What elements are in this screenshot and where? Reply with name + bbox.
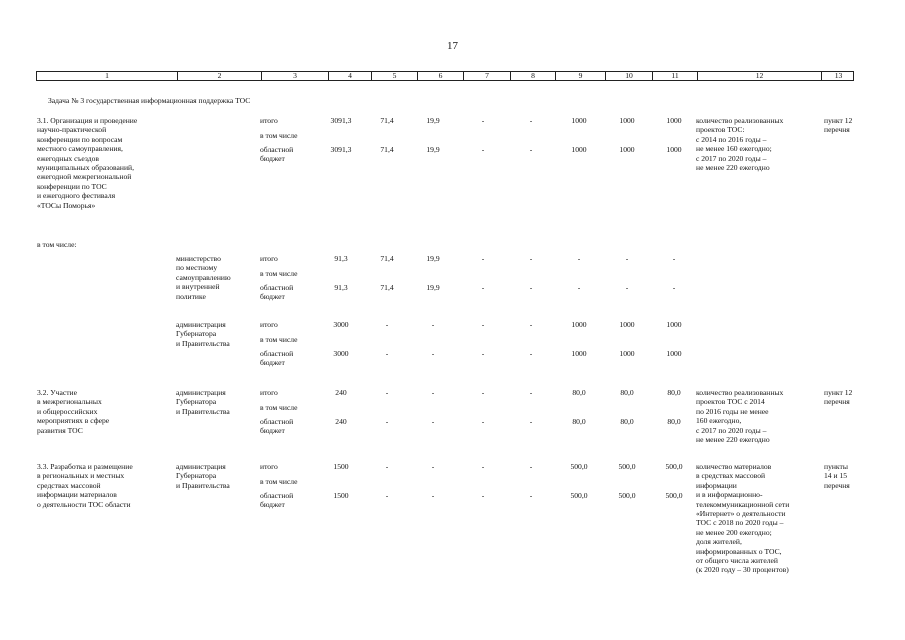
- including-label: в том числе: [260, 477, 298, 486]
- total-value: 240: [335, 388, 347, 397]
- total-value: -: [385, 462, 389, 471]
- header-col-13: 13: [834, 71, 843, 80]
- total-value: 500,0: [665, 462, 683, 471]
- regional-value: -: [481, 283, 485, 292]
- regional-budget-label: областной бюджет: [260, 349, 294, 368]
- total-value: 3000: [333, 320, 349, 329]
- total-value: -: [481, 254, 485, 263]
- total-label: итого: [260, 388, 278, 397]
- regional-value: -: [385, 491, 389, 500]
- total-value: 500,0: [570, 462, 588, 471]
- total-label: итого: [260, 462, 278, 471]
- total-value: -: [431, 320, 435, 329]
- executor-3-1-ministry: министерство по местному самоуправлению и внутренней политике: [176, 254, 231, 301]
- regional-value: -: [529, 145, 533, 154]
- regional-value: 3000: [333, 349, 349, 358]
- header-col-3: 3: [262, 72, 329, 80]
- including-label: в том числе: [260, 131, 298, 140]
- regional-value: -: [431, 417, 435, 426]
- regional-value: -: [481, 349, 485, 358]
- header-col-10: 10: [606, 72, 653, 80]
- total-value: 19,9: [426, 254, 440, 263]
- regional-value: -: [529, 283, 533, 292]
- regional-value: -: [577, 283, 581, 292]
- regional-value: 500,0: [665, 491, 683, 500]
- executor-3-3: администрация Губернатора и Правительства: [176, 462, 230, 490]
- total-value: 1000: [666, 320, 682, 329]
- regional-budget-label: областной бюджет: [260, 283, 294, 302]
- total-value: -: [481, 462, 485, 471]
- page-number: 17: [447, 40, 458, 52]
- regional-value: 1500: [333, 491, 349, 500]
- total-value: -: [481, 320, 485, 329]
- regional-value: -: [529, 417, 533, 426]
- executor-3-2: администрация Губернатора и Правительства: [176, 388, 230, 416]
- total-value: 1000: [619, 320, 635, 329]
- regional-budget-label: областной бюджет: [260, 491, 294, 510]
- including-label: в том числе: [260, 403, 298, 412]
- regional-value: -: [672, 283, 676, 292]
- regional-value: 19,9: [426, 145, 440, 154]
- header-col-11: 11: [653, 72, 698, 80]
- total-value: -: [529, 116, 533, 125]
- regional-value: -: [481, 491, 485, 500]
- total-label: итого: [260, 116, 278, 125]
- regional-value: 1000: [571, 349, 587, 358]
- total-value: -: [529, 462, 533, 471]
- regional-value: 3091,3: [330, 145, 352, 154]
- header-col-7: 7: [464, 72, 511, 80]
- regional-value: 71,4: [380, 283, 394, 292]
- total-value: -: [625, 254, 629, 263]
- regional-value: 500,0: [570, 491, 588, 500]
- total-value: 91,3: [334, 254, 348, 263]
- header-col-2: 2: [178, 72, 262, 80]
- total-value: 80,0: [620, 388, 634, 397]
- regional-value: -: [431, 491, 435, 500]
- total-value: -: [431, 388, 435, 397]
- regional-value: 240: [335, 417, 347, 426]
- total-value: 500,0: [618, 462, 636, 471]
- total-value: -: [529, 254, 533, 263]
- regional-value: 1000: [619, 145, 635, 154]
- header-col-5: 5: [372, 72, 418, 80]
- regional-value: -: [625, 283, 629, 292]
- total-value: -: [481, 388, 485, 397]
- activity-3-3: 3.3. Разработка и размещение в региональных и местных средствах массовой информации материалов о деятельности ТОС области: [37, 462, 133, 509]
- total-value: 71,4: [380, 254, 394, 263]
- indicator-3-1: количество реализованных проектов ТОС: с 2014 по 2016 годы – не менее 160 ежегодно; с 2017 по 2020 годы – не менее 220 ежегодно: [696, 116, 784, 173]
- regional-budget-label: областной бюджет: [260, 417, 294, 436]
- regional-value: 1000: [666, 349, 682, 358]
- activity-3-1: 3.1. Организация и проведение научно-практической конференции по вопросам местного самоуправления, ежегодных съездов муниципальных образований, ежегодной межрегиональной конференции по ТОС и ежегодного фестиваля «ТОСы Поморья»: [37, 116, 138, 210]
- regional-value: 80,0: [667, 417, 681, 426]
- total-value: -: [481, 116, 485, 125]
- total-value: -: [672, 254, 676, 263]
- header-col-12: 12: [698, 72, 822, 80]
- regional-value: 80,0: [620, 417, 634, 426]
- executor-3-1-administration: администрация Губернатора и Правительства: [176, 320, 230, 348]
- indicator-3-2: количество реализованных проектов ТОС с 2014 по 2016 годы не менее 160 ежегодно, с 2017 по 2020 годы – не менее 220 ежегодно: [696, 388, 784, 445]
- total-value: 1500: [333, 462, 349, 471]
- total-value: 71,4: [380, 116, 394, 125]
- total-value: 1000: [619, 116, 635, 125]
- total-value: 1000: [571, 116, 587, 125]
- total-value: -: [577, 254, 581, 263]
- total-value: -: [431, 462, 435, 471]
- regional-value: 1000: [666, 145, 682, 154]
- header-col-6: 6: [418, 72, 464, 80]
- regional-value: 1000: [571, 145, 587, 154]
- activity-3-2: 3.2. Участие в межрегиональных и общероссийских мероприятиях в сфере развития ТОС: [37, 388, 110, 435]
- total-value: -: [529, 320, 533, 329]
- total-value: -: [529, 388, 533, 397]
- header-col-9: 9: [556, 72, 606, 80]
- regional-value: -: [385, 349, 389, 358]
- total-label: итого: [260, 254, 278, 263]
- regional-value: -: [431, 349, 435, 358]
- reference-3-1: пункт 12 перечня: [824, 116, 853, 135]
- header-col-1: 1: [37, 72, 178, 80]
- reference-3-2: пункт 12 перечня: [824, 388, 853, 407]
- total-label: итого: [260, 320, 278, 329]
- total-value: 80,0: [572, 388, 586, 397]
- table-header-row: [36, 71, 854, 81]
- in-that-number-label: в том числе:: [37, 240, 77, 249]
- total-value: -: [385, 388, 389, 397]
- including-label: в том числе: [260, 335, 298, 344]
- regional-value: 19,9: [426, 283, 440, 292]
- regional-value: -: [385, 417, 389, 426]
- task-title: Задача № 3 государственная информационная поддержка ТОС: [48, 96, 251, 105]
- total-value: 80,0: [667, 388, 681, 397]
- regional-value: 80,0: [572, 417, 586, 426]
- regional-value: -: [529, 349, 533, 358]
- total-value: 19,9: [426, 116, 440, 125]
- regional-value: 500,0: [618, 491, 636, 500]
- regional-value: -: [481, 145, 485, 154]
- regional-budget-label: областной бюджет: [260, 145, 294, 164]
- header-col-8: 8: [511, 72, 556, 80]
- regional-value: 91,3: [334, 283, 348, 292]
- total-value: 1000: [666, 116, 682, 125]
- reference-3-3: пункты 14 и 15 перечня: [824, 462, 850, 490]
- total-value: 3091,3: [330, 116, 352, 125]
- header-col-4: 4: [329, 72, 372, 80]
- regional-value: 1000: [619, 349, 635, 358]
- regional-value: -: [529, 491, 533, 500]
- including-label: в том числе: [260, 269, 298, 278]
- regional-value: 71,4: [380, 145, 394, 154]
- total-value: 1000: [571, 320, 587, 329]
- indicator-3-3: количество материалов в средствах массовой информации и в информационно- телекоммуникационной сети «Интернет» о деятельности ТОС с 2018 по 2020 годы – не менее 200 ежегодно; доля жителей, информированных о ТОС, от общего числа жителей (к 2020 году – 30 процентов): [696, 462, 790, 575]
- total-value: -: [385, 320, 389, 329]
- regional-value: -: [481, 417, 485, 426]
